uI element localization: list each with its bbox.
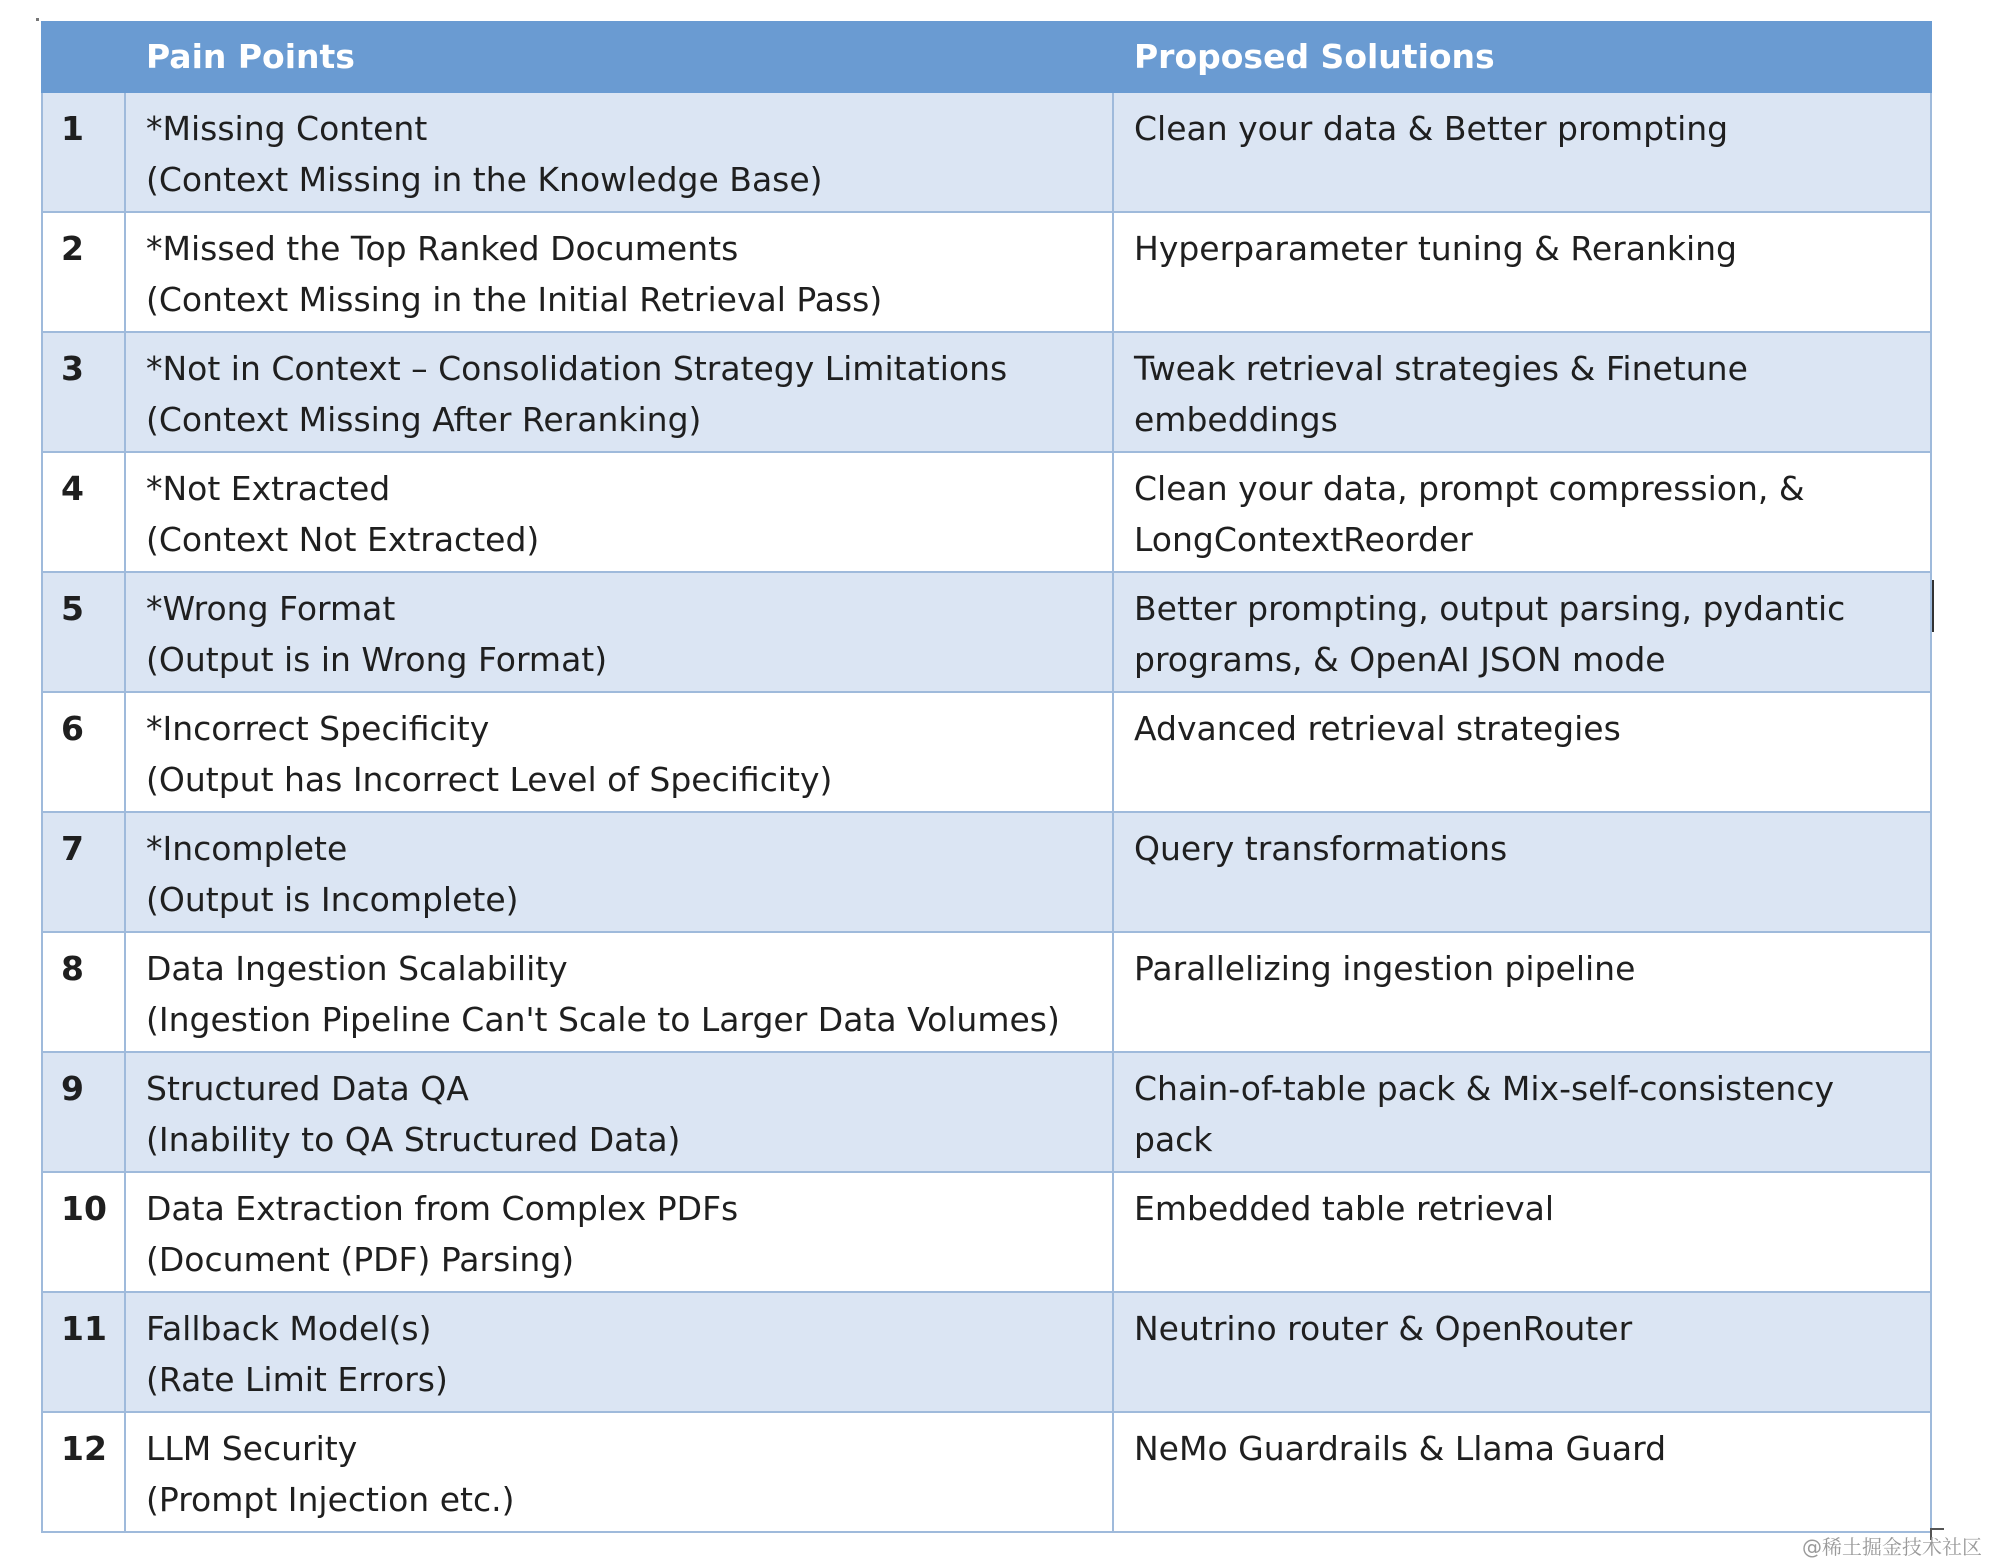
pain-point-title: Structured Data QA [146,1069,469,1108]
table-header [42,22,1931,92]
pain-point-title: Data Extraction from Complex PDFs [146,1189,739,1228]
proposed-solution-text: Clean your data & Better prompting [1134,109,1729,148]
proposed-solution-text: Better prompting, output parsing, pydantic programs, & OpenAI JSON mode [1134,589,1846,679]
proposed-solution-cell [1113,1052,1931,1172]
proposed-solution-cell [1113,932,1931,1052]
pain-point-title: *Wrong Format [146,589,396,628]
pain-point-cell [125,692,1113,812]
proposed-solution-cell [1113,692,1931,812]
proposed-solution-text: Hyperparameter tuning & Reranking [1134,229,1737,268]
proposed-solution-text: Chain-of-table pack & Mix-self-consistency pack [1134,1069,1834,1159]
row-number: 1 [42,92,125,212]
row-number: 9 [42,1052,125,1172]
table-row [42,932,1931,1052]
pain-point-detail: (Document (PDF) Parsing) [146,1240,575,1279]
row-number: 3 [42,332,125,452]
proposed-solution-text: Embedded table retrieval [1134,1189,1554,1228]
pain-point-cell [125,932,1113,1052]
proposed-solution-text: Parallelizing ingestion pipeline [1134,949,1636,988]
pain-point-detail: (Context Missing in the Knowledge Base) [146,160,823,199]
table-row [42,1412,1931,1532]
proposed-solution-cell [1113,812,1931,932]
table-row [42,332,1931,452]
row-number: 8 [42,932,125,1052]
proposed-solution-cell [1113,1172,1931,1292]
proposed-solution-text: Tweak retrieval strategies & Finetune embeddings [1134,349,1748,439]
proposed-solution-cell [1113,92,1931,212]
pain-point-detail: (Prompt Injection etc.) [146,1480,515,1519]
table-row [42,1292,1931,1412]
row-number: 6 [42,692,125,812]
header-proposed-solutions: Proposed Solutions [1113,22,1931,92]
proposed-solution-text: Neutrino router & OpenRouter [1134,1309,1633,1348]
pain-point-cell [125,212,1113,332]
pain-point-detail: (Output has Incorrect Level of Specificity) [146,760,833,799]
table-row [42,452,1931,572]
pain-point-cell [125,1412,1113,1532]
table-row [42,572,1931,692]
proposed-solution-text: Advanced retrieval strategies [1134,709,1621,748]
pain-point-cell [125,1292,1113,1412]
text-cursor [1932,580,1934,632]
pain-point-title: Data Ingestion Scalability [146,949,568,988]
table-row [42,212,1931,332]
proposed-solution-cell [1113,1412,1931,1532]
row-number: 5 [42,572,125,692]
header-pain-points: Pain Points [125,22,1113,92]
pain-point-detail: (Output is Incomplete) [146,880,519,919]
pain-point-detail: (Inability to QA Structured Data) [146,1120,681,1159]
table-body [42,92,1931,1532]
pain-point-detail: (Rate Limit Errors) [146,1360,448,1399]
pain-point-cell [125,1172,1113,1292]
table-row [42,692,1931,812]
header-number [42,22,125,92]
pain-point-detail: (Context Not Extracted) [146,520,540,559]
proposed-solution-text: Query transformations [1134,829,1508,868]
pain-point-title: *Incomplete [146,829,348,868]
table-row [42,1172,1931,1292]
pain-point-title: LLM Security [146,1429,358,1468]
proposed-solution-text: Clean your data, prompt compression, & LongContextReorder [1134,469,1805,559]
table-row [42,92,1931,212]
row-number: 2 [42,212,125,332]
pain-point-title: *Not in Context – Consolidation Strategy Limitations [146,349,1008,388]
pain-point-title: *Not Extracted [146,469,391,508]
table-row [42,1052,1931,1172]
watermark: @稀土掘金技术社区 [1802,1535,1982,1559]
pain-point-title: Fallback Model(s) [146,1309,432,1348]
table-row [42,812,1931,932]
row-number: 11 [42,1292,125,1412]
pain-point-cell [125,572,1113,692]
corner-dot [36,18,39,21]
pain-point-cell [125,1052,1113,1172]
pain-point-title: *Missing Content [146,109,428,148]
row-number: 12 [42,1412,125,1532]
proposed-solution-cell [1113,212,1931,332]
pain-point-title: *Incorrect Specificity [146,709,490,748]
proposed-solution-cell [1113,572,1931,692]
proposed-solution-text: NeMo Guardrails & Llama Guard [1134,1429,1667,1468]
pain-point-detail: (Context Missing After Reranking) [146,400,702,439]
pain-point-detail: (Ingestion Pipeline Can't Scale to Larger Data Volumes) [146,1000,1060,1039]
pain-point-detail: (Context Missing in the Initial Retrieval Pass) [146,280,883,319]
pain-point-cell [125,332,1113,452]
row-number: 4 [42,452,125,572]
proposed-solution-cell [1113,332,1931,452]
pain-points-table-container [41,21,1930,1533]
pain-point-cell [125,812,1113,932]
row-number: 10 [42,1172,125,1292]
pain-point-cell [125,92,1113,212]
pain-points-table [41,21,1932,1533]
pain-point-cell [125,452,1113,572]
pain-point-detail: (Output is in Wrong Format) [146,640,608,679]
proposed-solution-cell [1113,452,1931,572]
proposed-solution-cell [1113,1292,1931,1412]
pain-point-title: *Missed the Top Ranked Documents [146,229,739,268]
row-number: 7 [42,812,125,932]
header-row [42,22,1931,92]
